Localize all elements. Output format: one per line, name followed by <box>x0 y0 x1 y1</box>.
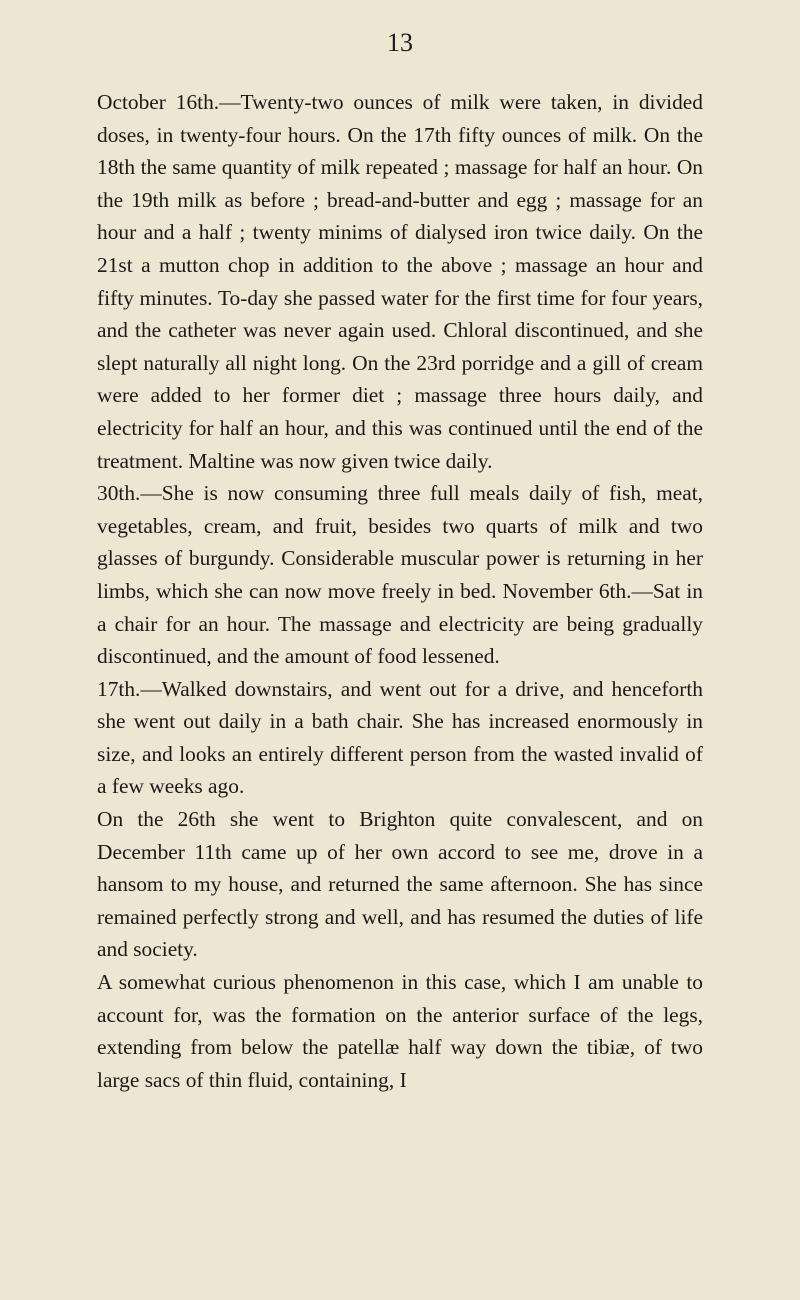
paragraph-october-16: October 16th.—Twenty-two ounces of milk were taken, in divided doses, in twenty-four hours. On the 17th fifty ounces of milk. On the 18th the same quantity of milk repeated ; massage for half an hour. On the 19th milk as before ; bread-and-butter and egg ; massage for an hour and a half ; twenty minims of dialysed iron twice daily. On the 21st a mutton chop in addition to the above ; massage an hour and fifty minutes. To-day she passed water for the first time for four years, and the catheter was never again used. Chloral discontinued, and she slept naturally all night long. On the 23rd porridge and a gill of cream were added to her former diet ; massage three hours daily, and electricity for half an hour, and this was continued until the end of the treatment. Maltine was now given twice daily. <box>97 90 703 473</box>
paragraph-30th: 30th.—She is now consuming three full meals daily of fish, meat, vegetables, cream, and fruit, besides two quarts of milk and two glasses of burgundy. Considerable muscular power is returning in her limbs, which she can now move freely in bed. November 6th.—Sat in a chair for an hour. The massage and electricity are being gradually discontinued, and the amount of food lessened. <box>97 481 703 669</box>
body-text <box>97 86 703 1096</box>
paragraph-curious-phenomenon: A somewhat curious phenomenon in this case, which I am unable to account for, was the formation on the anterior surface of the legs, extending from below the patellæ half way down the tibiæ, of two large sacs of thin fluid, containing, I <box>97 970 703 1092</box>
paragraph-17th: 17th.—Walked downstairs, and went out for a drive, and henceforth she went out daily in a bath chair. She has increased enormously in size, and looks an entirely different person from the wasted invalid of a few weeks ago. <box>97 676 703 799</box>
paragraph-26th: On the 26th she went to Brighton quite convalescent, and on December 11th came up of her own accord to see me, drove in a hansom to my house, and returned the same afternoon. She has since remained perfectly strong and well, and has resumed the duties of life and society. <box>97 807 703 962</box>
page-number: 13 <box>387 28 413 57</box>
